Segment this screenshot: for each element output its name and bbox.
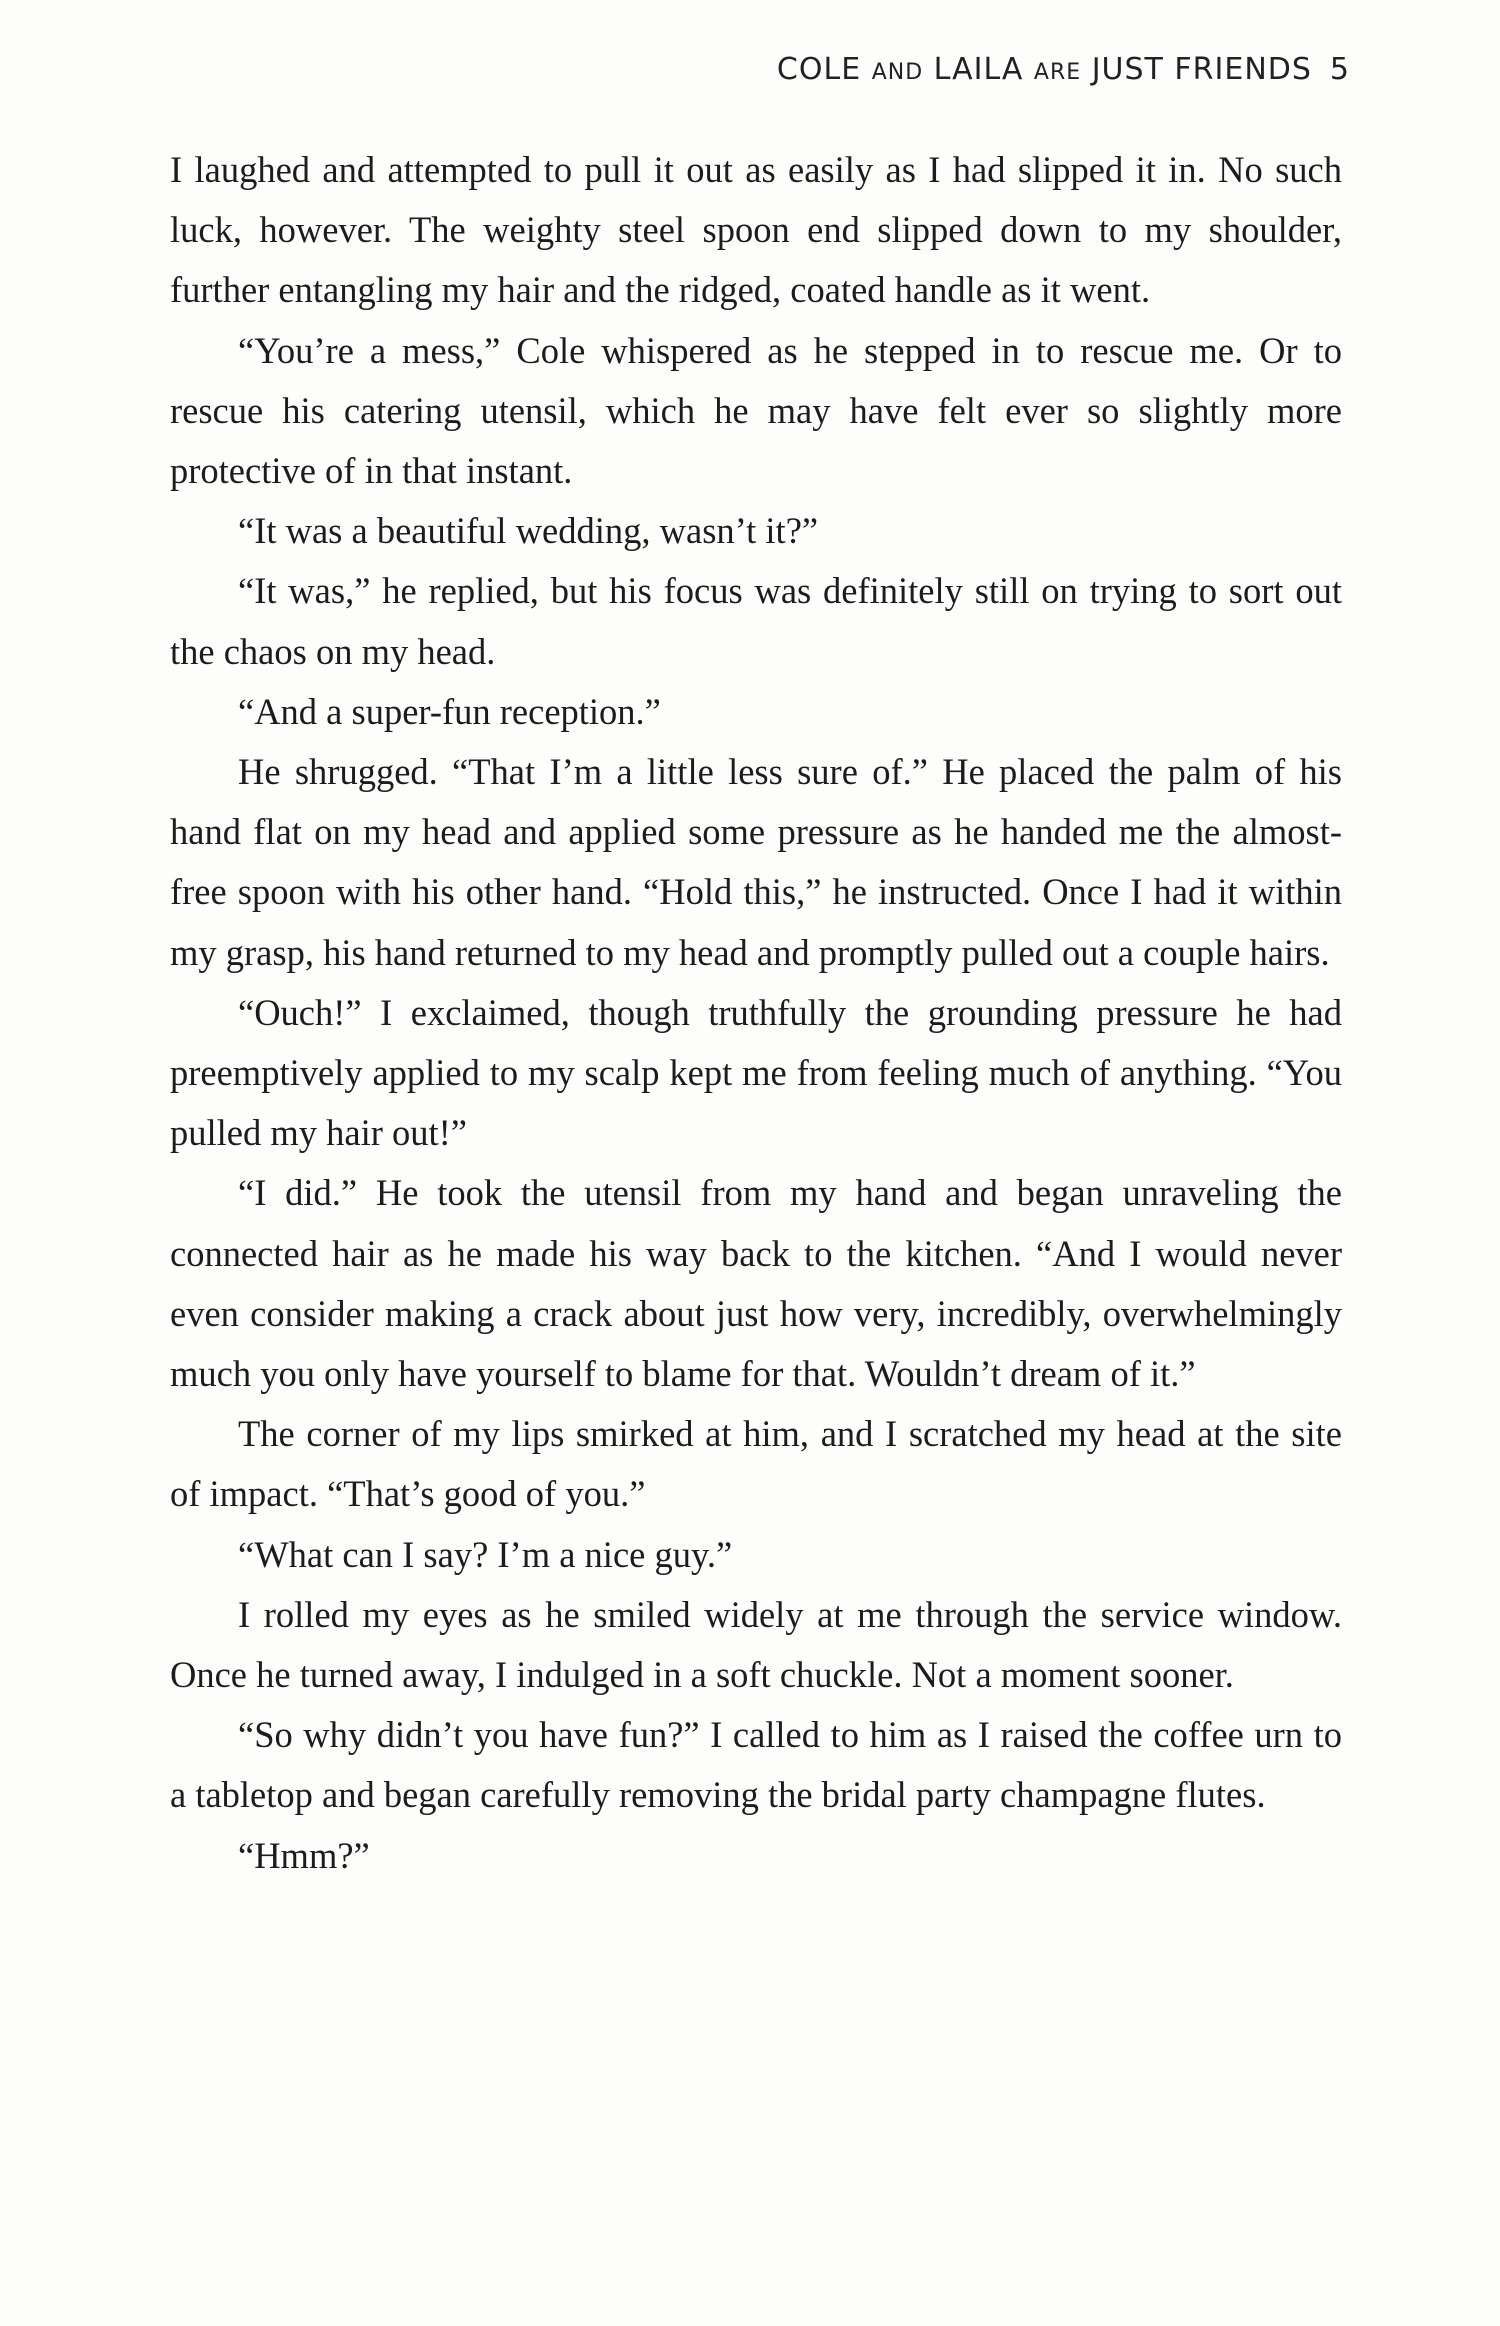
running-head-title-are: ARE <box>1033 60 1082 85</box>
paragraph: “It was,” he replied, but his focus was definitely still on trying to sort out the chaos on my head. <box>170 570 1342 672</box>
running-head-title-part3: JUST FRIENDS <box>1081 52 1312 87</box>
paragraph: I rolled my eyes as he smiled widely at me through the service window. Once he turned away, I indulged in a soft chuckle. Not a moment sooner. <box>170 1593 1342 1696</box>
paragraph: The corner of my lips smirked at him, and I scratched my head at the site of impact. “That’s good of you.” <box>170 1413 1342 1515</box>
running-head-title-part2: LAILA <box>923 52 1034 87</box>
body-text <box>170 140 1342 1886</box>
paragraph: “What can I say? I’m a nice guy.” <box>238 1533 733 1575</box>
running-head-title-and: AND <box>871 60 924 85</box>
running-head-title-part1: COLE <box>776 52 872 87</box>
paragraph: He shrugged. “That I’m a little less sure of.” He placed the palm of his hand flat on my head and applied some pressure as he handed me the almost-free spoon with his other hand. “Hold this,” he instructed. Once I had it within my grasp, his hand returned to my head and promptly pulled out a couple hairs. <box>170 751 1342 973</box>
paragraph: “And a super-fun reception.” <box>238 690 661 732</box>
paragraph: I laughed and attempted to pull it out as easily as I had slipped it in. No such luck, however. The weighty steel spoon end slipped down to my shoulder, further entangling my hair and the ridged, coated handle as it went. <box>170 149 1342 311</box>
paragraph: “So why didn’t you have fun?” I called to him as I raised the coffee urn to a tabletop and began carefully removing the bridal party champagne flutes. <box>170 1714 1342 1816</box>
paragraph: “You’re a mess,” Cole whispered as he stepped in to rescue me. Or to rescue his catering utensil, which he may have felt ever so slightly more protective of in that instant. <box>170 329 1342 492</box>
paragraph: “It was a beautiful wedding, wasn’t it?” <box>238 510 819 552</box>
paragraph: “I did.” He took the utensil from my hand and began unraveling the connected hair as he made his way back to the kitchen. “And I would never even consider making a crack about just how very, incredibly, overwhelmingly much you only have yourself to blame for that. Wouldn’t dream of it.” <box>170 1172 1342 1395</box>
running-head <box>777 52 1350 87</box>
paragraph: “Hmm?” <box>238 1834 370 1876</box>
page-number: 5 <box>1329 52 1350 87</box>
paragraph: “Ouch!” I exclaimed, though truthfully the grounding pressure he had preemptively applied to my scalp kept me from feeling much of anything. “You pulled my hair out!” <box>170 991 1342 1154</box>
